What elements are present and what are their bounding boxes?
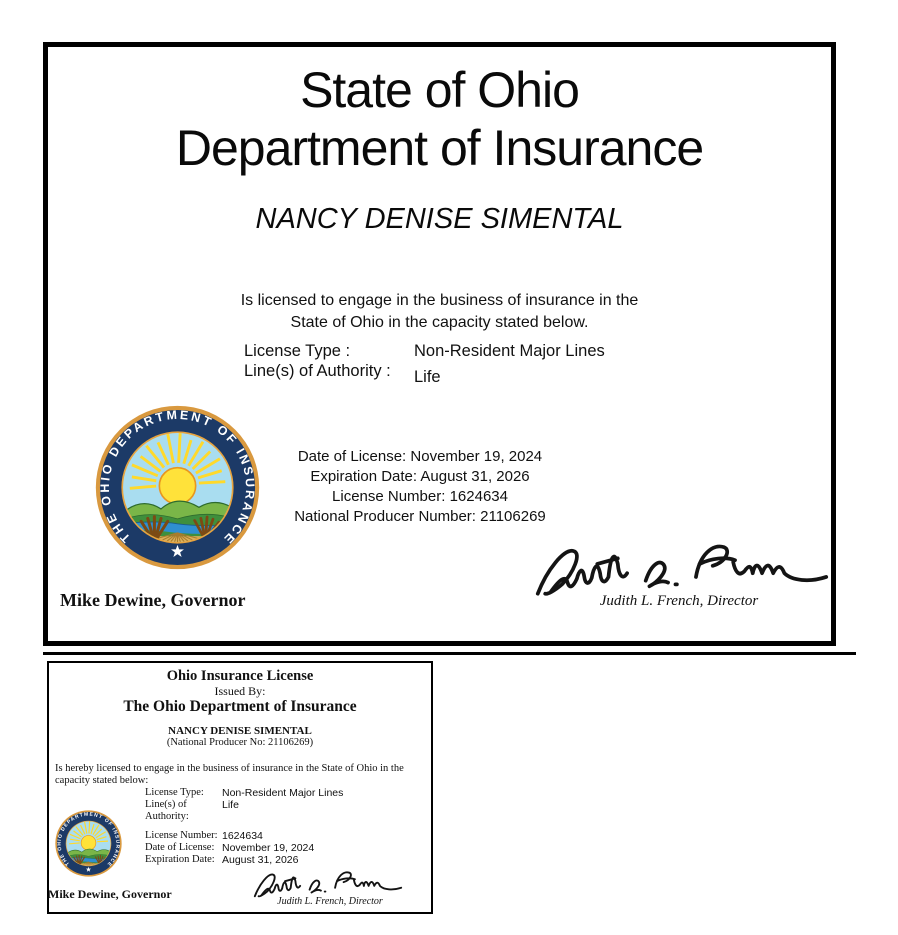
card-authority-label: Line(s) of Authority: [145, 799, 189, 822]
certificate-title-line1: State of Ohio [300, 62, 579, 118]
license-number: License Number: 1624634 [332, 488, 508, 505]
card-authority-row [145, 799, 343, 823]
card-issuer: The Ohio Department of Insurance [123, 698, 357, 715]
card-header [49, 668, 431, 716]
authority-row [244, 361, 605, 386]
card-capacity-rows [145, 787, 343, 823]
card-license-type-label: License Type: [145, 787, 204, 798]
wallet-license-card [47, 661, 433, 914]
card-name-block [49, 725, 431, 749]
card-license-type-value: Non-Resident Major Lines [222, 787, 344, 799]
card-date-of-license-label: Date of License: [145, 842, 215, 853]
card-detail-rows [145, 830, 314, 866]
ohio-doi-seal-icon [95, 405, 260, 570]
card-expiration-value: August 31, 2026 [222, 854, 299, 866]
license-statement-line2: State of Ohio in the capacity stated below. [290, 314, 589, 331]
director-name: Judith L. French, Director [599, 593, 759, 609]
authority-label: Line(s) of Authority : [244, 362, 391, 380]
national-producer-number: National Producer Number: 21106269 [294, 508, 546, 525]
card-license-number-value: 1624634 [222, 830, 263, 842]
license-certificate [43, 42, 836, 646]
section-divider [43, 652, 856, 655]
governor-name: Mike Dewine, Governor [60, 590, 246, 610]
card-title: Ohio Insurance License [166, 668, 314, 684]
card-license-type-row [145, 787, 343, 799]
card-authority-value: Life [222, 799, 239, 811]
card-license-number-label: License Number: [145, 830, 218, 841]
license-type-label: License Type : [244, 342, 351, 360]
license-statement-line1: Is licensed to engage in the business of insurance in the [240, 292, 639, 309]
card-issued-by: Issued By: [214, 684, 266, 698]
card-director-name: Judith L. French, Director [277, 896, 383, 907]
card-producer-number: (National Producer No: 21106269) [166, 737, 314, 748]
certificate-title-line2: Department of Insurance [175, 120, 704, 176]
card-governor-name: Mike Dewine, Governor [48, 887, 172, 901]
license-type-row [244, 341, 605, 361]
date-of-license: Date of License: November 19, 2024 [297, 448, 543, 465]
license-type-value: Non-Resident Major Lines [414, 342, 605, 360]
certificate-title [48, 61, 831, 177]
license-details [260, 447, 580, 527]
licensee-name: NANCY DENISE SIMENTAL [255, 203, 624, 235]
card-licensee-name: NANCY DENISE SIMENTAL [168, 725, 312, 737]
card-expiration-label: Expiration Date: [145, 854, 215, 865]
card-statement: Is hereby licensed to engage in the business of insurance in the State of Ohio in the capacity stated below: [55, 763, 404, 786]
card-date-of-license-row [145, 842, 314, 854]
license-capacity [244, 341, 605, 386]
card-license-number-row [145, 830, 314, 842]
card-date-of-license-value: November 19, 2024 [222, 842, 315, 854]
license-statement [48, 290, 831, 334]
card-expiration-row [145, 854, 314, 866]
ohio-doi-seal-small-icon [55, 810, 122, 877]
authority-value: Life [414, 368, 441, 386]
expiration-date: Expiration Date: August 31, 2026 [310, 468, 530, 485]
